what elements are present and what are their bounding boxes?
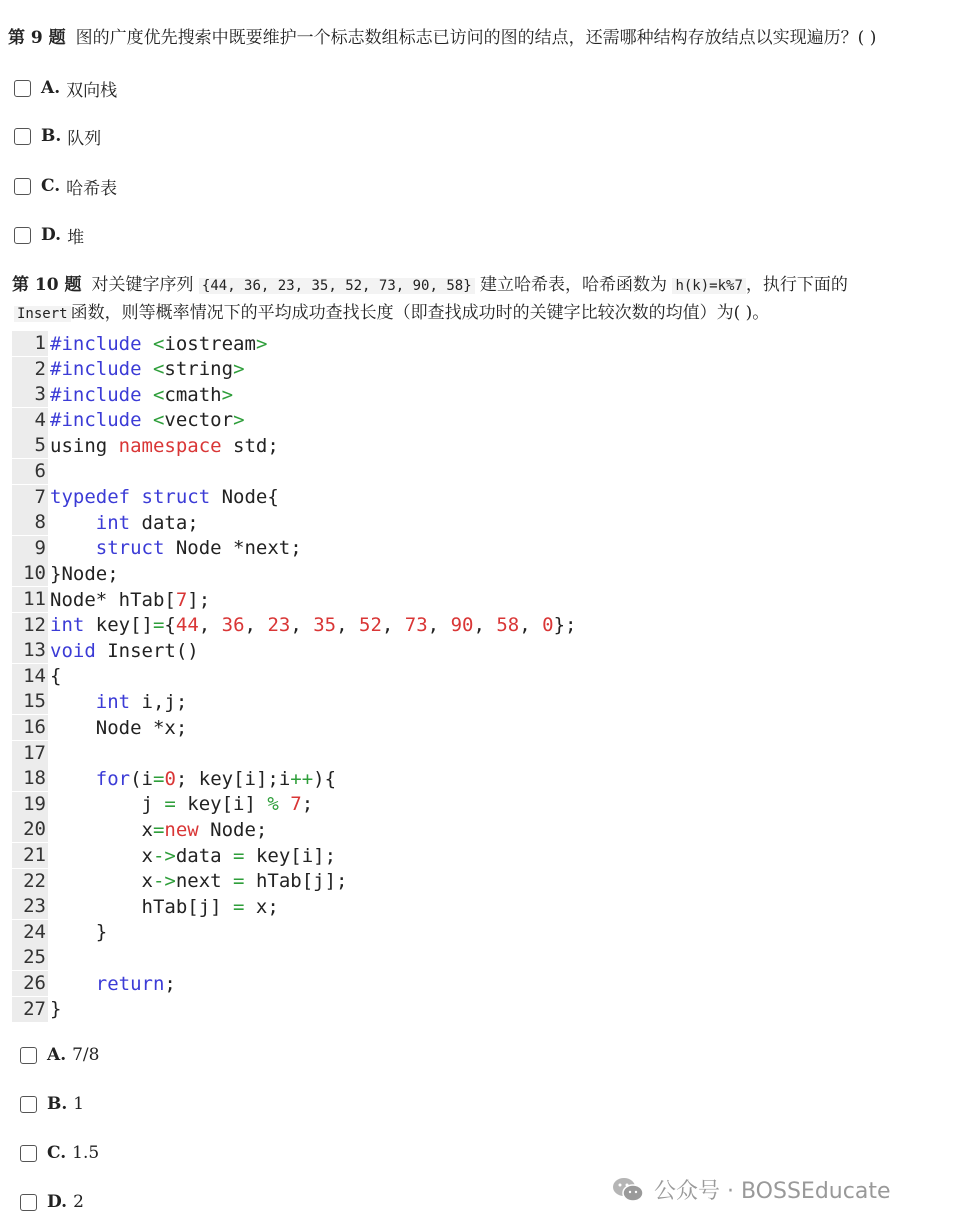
code-line	[12, 485, 279, 510]
option-text: 双向栈	[66, 80, 118, 101]
insert-function-name: Insert	[14, 306, 71, 322]
code-line	[12, 459, 50, 484]
line-number: 25	[12, 945, 48, 970]
code-line	[12, 664, 61, 689]
code-text: x->data = key[i];	[50, 844, 337, 867]
line-number: 15	[12, 689, 48, 714]
code-text: #include <iostream>	[50, 332, 268, 355]
line-number: 5	[12, 433, 48, 458]
checkbox-icon[interactable]	[14, 227, 31, 244]
checkbox-icon[interactable]	[14, 178, 31, 195]
checkbox-icon[interactable]	[20, 1145, 37, 1162]
line-number: 17	[12, 741, 48, 766]
line-number: 12	[12, 613, 48, 638]
code-text: struct Node *next;	[95, 537, 302, 560]
code-line	[12, 536, 302, 561]
code-text: int key[]={44, 36, 23, 35, 52, 73, 90, 58, 0};	[50, 614, 577, 637]
line-number: 23	[12, 894, 48, 919]
line-number: 1	[12, 331, 48, 356]
code-text: Node *x;	[50, 716, 188, 739]
code-line	[12, 920, 107, 945]
line-number: 6	[12, 459, 48, 484]
line-number: 22	[12, 869, 48, 894]
q10-option-c[interactable]	[20, 1140, 99, 1166]
code-line	[12, 792, 313, 817]
code-line	[12, 382, 233, 407]
question-10-text-1: 对关键字序列	[91, 275, 194, 295]
line-number: 20	[12, 817, 48, 842]
q9-option-c[interactable]	[14, 173, 117, 199]
code-block	[12, 331, 577, 1021]
code-line	[12, 587, 210, 612]
line-number: 27	[12, 997, 48, 1022]
line-number: 13	[12, 638, 48, 663]
line-number: 4	[12, 408, 48, 433]
checkbox-icon[interactable]	[20, 1096, 37, 1113]
option-letter: B.	[47, 1094, 68, 1114]
code-line	[12, 561, 119, 586]
line-number: 3	[12, 382, 48, 407]
code-text: x->next = hTab[j];	[50, 870, 348, 893]
line-number: 10	[12, 561, 48, 586]
line-number: 19	[12, 792, 48, 817]
code-text: }	[50, 998, 62, 1021]
hash-function: h(k)=k%7	[672, 278, 745, 294]
code-text: void Insert()	[50, 639, 199, 662]
wechat-icon	[612, 1176, 644, 1204]
code-text: #include <vector>	[50, 409, 245, 432]
code-text: int i,j;	[95, 690, 188, 713]
option-text: 堆	[67, 227, 85, 248]
code-line	[12, 997, 61, 1022]
option-text: 2	[73, 1192, 84, 1212]
line-number: 8	[12, 510, 48, 535]
code-line	[12, 894, 279, 919]
code-text: }Node;	[50, 562, 119, 585]
code-line	[12, 613, 576, 638]
checkbox-icon[interactable]	[14, 128, 31, 145]
code-line	[12, 766, 336, 791]
code-text: }	[50, 921, 108, 944]
question-9-number: 第 9 题	[8, 28, 66, 48]
option-letter: D.	[41, 225, 62, 245]
question-9-text: 图的广度优先搜索中既要维护一个标志数组标志已访问的图的结点，还需哪种结构存放结点以实现遍历？( )	[75, 28, 877, 48]
code-text: {	[50, 665, 62, 688]
checkbox-icon[interactable]	[20, 1194, 37, 1211]
code-line	[12, 741, 50, 766]
checkbox-icon[interactable]	[14, 80, 31, 97]
q9-option-d[interactable]	[14, 222, 84, 248]
code-line	[12, 510, 199, 535]
option-letter: A.	[41, 78, 61, 98]
line-number: 7	[12, 485, 48, 510]
code-line	[12, 331, 267, 356]
line-number: 26	[12, 971, 48, 996]
code-line	[12, 869, 347, 894]
code-line	[12, 817, 267, 842]
line-number: 24	[12, 920, 48, 945]
code-line	[12, 715, 187, 740]
code-line	[12, 638, 199, 663]
line-number: 2	[12, 357, 48, 382]
question-10-number: 第 10 题	[12, 275, 82, 295]
question-10-title-line2	[14, 300, 769, 327]
question-10-text-3: ，执行下面的	[745, 275, 848, 295]
line-number: 21	[12, 843, 48, 868]
code-line	[12, 843, 336, 868]
code-text: #include <cmath>	[50, 383, 234, 406]
checkbox-icon[interactable]	[20, 1047, 37, 1064]
code-line	[12, 945, 50, 970]
q9-option-a[interactable]	[14, 75, 117, 101]
q10-option-a[interactable]	[20, 1042, 99, 1068]
code-text: typedef struct Node{	[50, 486, 279, 509]
code-text: j = key[i] % 7;	[50, 793, 314, 816]
code-line	[12, 408, 245, 433]
code-line	[12, 433, 279, 458]
option-letter: B.	[41, 126, 62, 146]
line-number: 9	[12, 536, 48, 561]
option-text: 队列	[67, 128, 102, 149]
code-text: Node* hTab[7];	[50, 588, 211, 611]
question-10-title	[12, 272, 848, 299]
question-10-text-2: 建立哈希表，哈希函数为	[480, 275, 668, 295]
code-text: hTab[j] = x;	[50, 895, 279, 918]
option-text: 7/8	[72, 1045, 100, 1065]
line-number: 16	[12, 715, 48, 740]
q9-option-b[interactable]	[14, 123, 101, 149]
code-text: for(i=0; key[i];i++){	[95, 767, 337, 790]
q10-option-b[interactable]	[20, 1091, 84, 1117]
option-letter: A.	[47, 1045, 67, 1065]
code-text: #include <string>	[50, 358, 245, 381]
question-10-text-4: 函数，则等概率情况下的平均成功查找长度（即查找成功时的关键字比较次数的均值）为( )。	[70, 303, 770, 323]
option-letter: C.	[47, 1143, 67, 1163]
watermark	[612, 1174, 890, 1205]
code-text: using namespace std;	[50, 434, 279, 457]
line-number: 11	[12, 587, 48, 612]
code-text: return;	[95, 972, 176, 995]
line-number: 18	[12, 766, 48, 791]
code-line	[12, 971, 176, 996]
code-line	[12, 689, 187, 714]
line-number: 14	[12, 664, 48, 689]
q10-option-d[interactable]	[20, 1189, 84, 1215]
option-letter: D.	[47, 1192, 68, 1212]
question-9-title	[8, 25, 876, 51]
option-letter: C.	[41, 176, 61, 196]
code-text: x=new Node;	[50, 818, 268, 841]
watermark-text: 公众号 · BOSSEducate	[654, 1179, 891, 1204]
code-text: int data;	[95, 511, 199, 534]
code-line	[12, 357, 245, 382]
option-text: 1.5	[72, 1143, 100, 1163]
option-text: 哈希表	[66, 178, 118, 199]
option-text: 1	[73, 1094, 85, 1114]
key-sequence: {44, 36, 23, 35, 52, 73, 90, 58}	[199, 278, 475, 294]
